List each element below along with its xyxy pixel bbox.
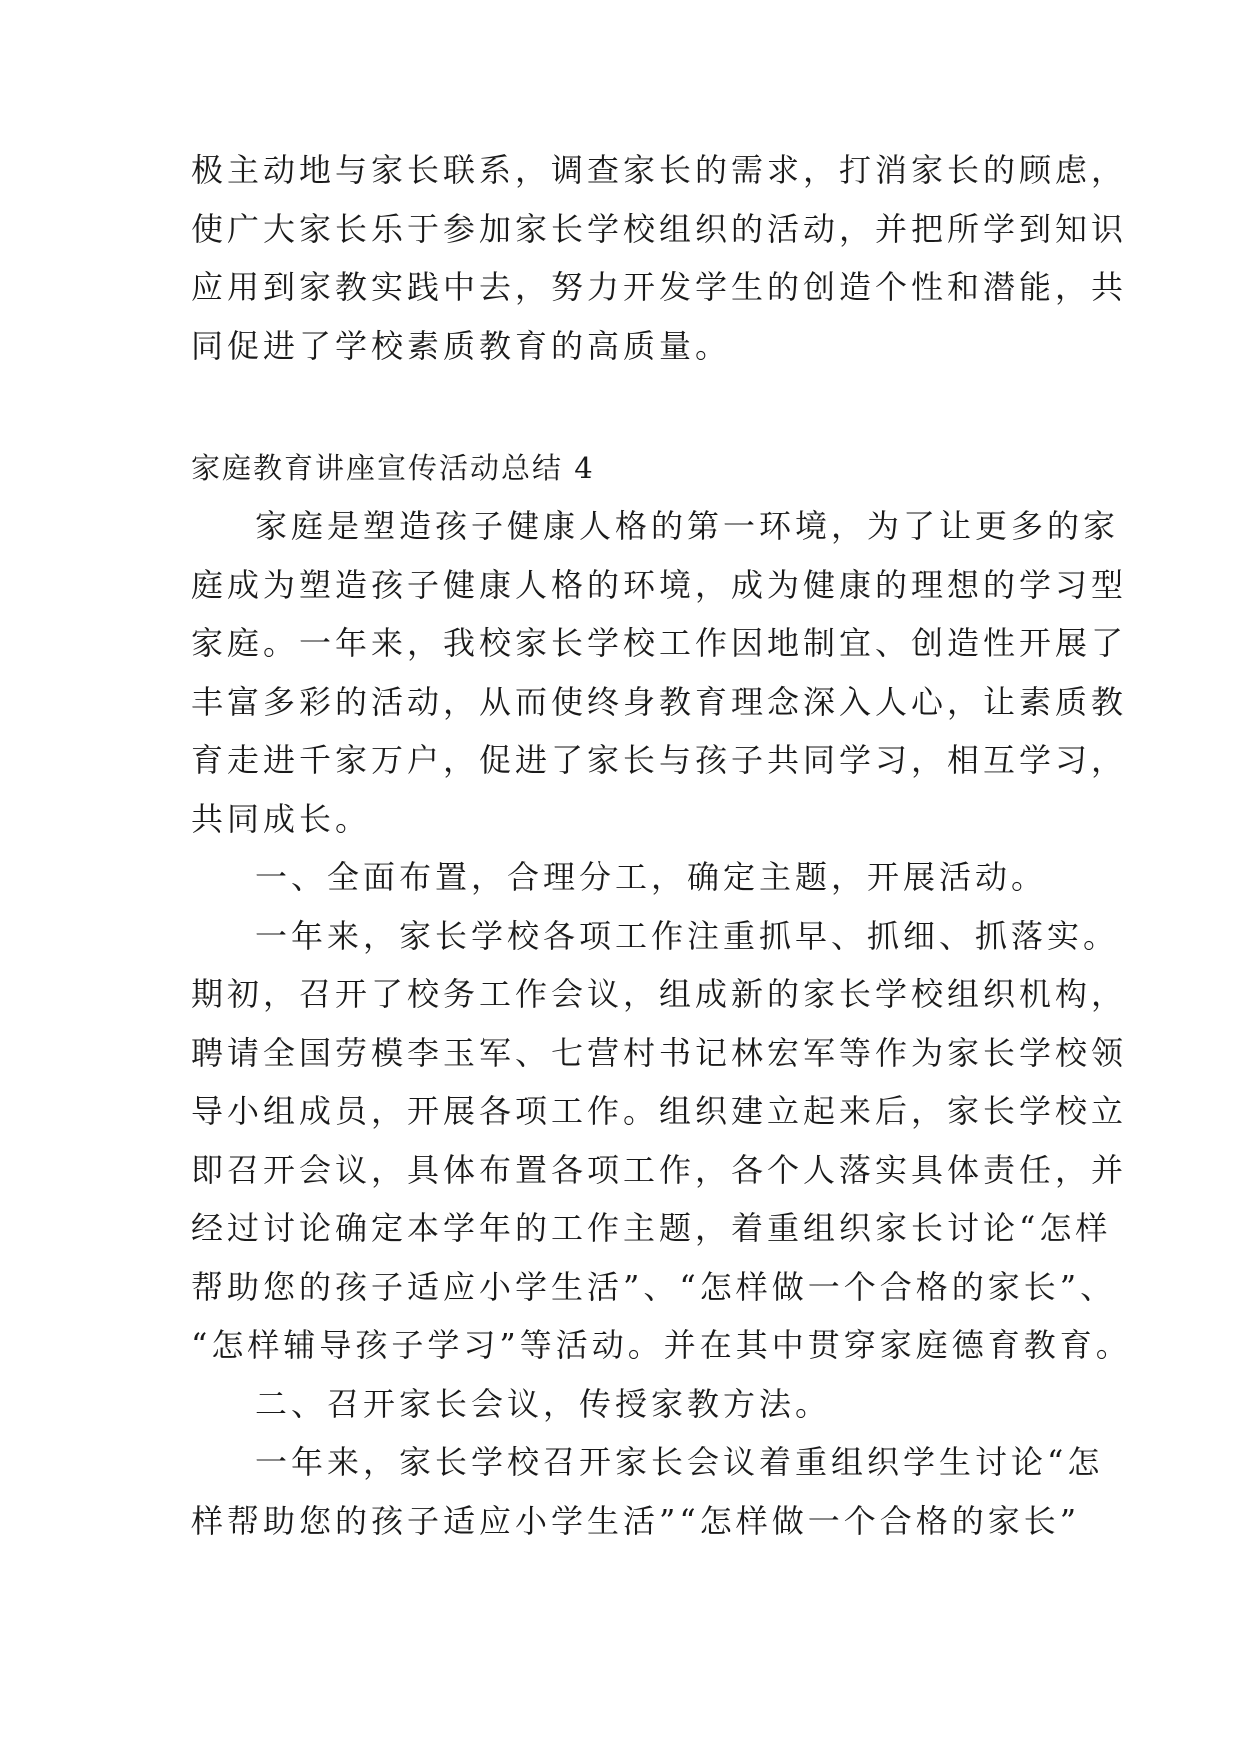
subheading: 一、全面布置，合理分工，确定主题，开展活动。 <box>255 858 1048 896</box>
paragraph-line: 一年来，家长学校各项工作注重抓早、抓细、抓落实。 <box>255 917 1120 955</box>
paragraph-line: 期初，召开了校务工作会议，组成新的家长学校组织机构， <box>191 975 1128 1013</box>
paragraph-line: 同促进了学校素质教育的高质量。 <box>191 327 732 365</box>
subheading: 二、召开家长会议，传授家教方法。 <box>255 1385 832 1423</box>
paragraph-line: 样帮助您的孩子适应小学生活”“怎样做一个合格的家长” <box>191 1502 1081 1540</box>
paragraph-line: 经过讨论确定本学年的工作主题，着重组织家长讨论“怎样 <box>191 1209 1112 1247</box>
paragraph-line: 庭成为塑造孩子健康人格的环境，成为健康的理想的学习型 <box>191 566 1128 604</box>
paragraph-line: 育走进千家万户，促进了家长与孩子共同学习，相互学习， <box>191 741 1128 779</box>
paragraph-line: 导小组成员，开展各项工作。组织建立起来后，家长学校立 <box>191 1092 1128 1130</box>
paragraph-line: 聘请全国劳模李玉军、七营村书记林宏军等作为家长学校领 <box>191 1034 1128 1072</box>
section-title: 家庭教育讲座宣传活动总结 4 <box>191 451 595 485</box>
paragraph-line: 家庭是塑造孩子健康人格的第一环境，为了让更多的家 <box>255 507 1120 545</box>
paragraph-line: 即召开会议，具体布置各项工作，各个人落实具体责任，并 <box>191 1151 1128 1189</box>
paragraph-line: 使广大家长乐于参加家长学校组织的活动，并把所学到知识 <box>191 210 1128 248</box>
paragraph-line: “怎样辅导孩子学习”等活动。并在其中贯穿家庭德育教育。 <box>191 1326 1132 1364</box>
paragraph-line: 帮助您的孩子适应小学生活”、“怎样做一个合格的家长”、 <box>191 1268 1117 1306</box>
paragraph-line: 共同成长。 <box>191 800 372 838</box>
paragraph-line: 家庭。一年来，我校家长学校工作因地制宜、创造性开展了 <box>191 624 1128 662</box>
paragraph-line: 极主动地与家长联系，调查家长的需求，打消家长的顾虑， <box>191 151 1128 189</box>
paragraph-line: 应用到家教实践中去，努力开发学生的创造个性和潜能，共 <box>191 268 1128 306</box>
paragraph-line: 一年来，家长学校召开家长会议着重组织学生讨论“怎 <box>255 1443 1104 1481</box>
paragraph-line: 丰富多彩的活动，从而使终身教育理念深入人心，让素质教 <box>191 683 1128 721</box>
